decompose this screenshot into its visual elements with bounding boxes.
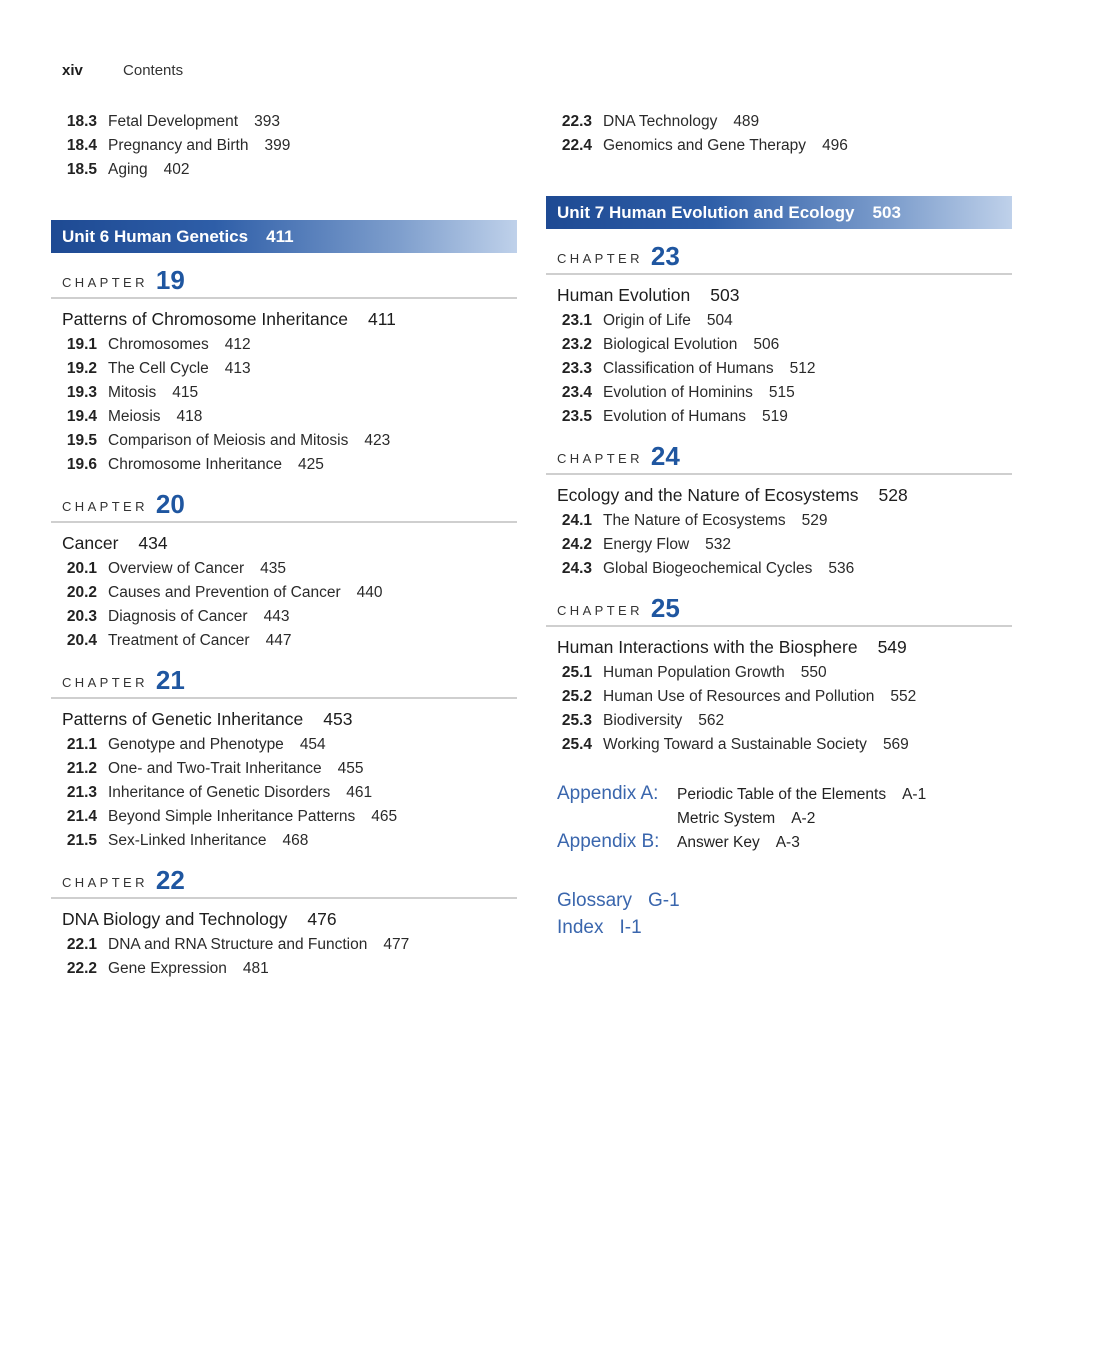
chapter-title[interactable]: Human Evolution 503 — [557, 284, 740, 305]
toc-section[interactable]: 19.1 Chromosomes 412 — [66, 336, 251, 353]
toc-section[interactable]: 19.6 Chromosome Inheritance 425 — [66, 456, 324, 473]
toc-section[interactable]: 20.4 Treatment of Cancer 447 — [66, 632, 292, 649]
appendix-item[interactable]: Metric System A-2 — [677, 810, 816, 827]
toc-section[interactable]: 23.4 Evolution of Hominins 515 — [561, 384, 795, 401]
chapter-number: 19 — [155, 265, 185, 295]
chapter-label: CHAPTER 24 — [546, 439, 1012, 475]
chapter-label: CHAPTER 23 — [546, 239, 1012, 275]
toc-section[interactable]: 20.3 Diagnosis of Cancer 443 — [66, 608, 290, 625]
unit-page: 503 — [872, 202, 901, 222]
page-folio: xiv — [62, 62, 83, 79]
toc-section[interactable]: 19.3 Mitosis 415 — [66, 384, 199, 401]
toc-section[interactable]: 23.2 Biological Evolution 506 — [561, 336, 780, 353]
toc-section[interactable]: 18.3 Fetal Development 393 — [66, 113, 280, 130]
toc-section[interactable]: 24.3 Global Biogeochemical Cycles 536 — [561, 560, 855, 577]
toc-section[interactable]: 20.2 Causes and Prevention of Cancer 440 — [66, 584, 383, 601]
chapter-label: CHAPTER 20 — [51, 487, 517, 523]
toc-section[interactable]: 25.1 Human Population Growth 550 — [561, 664, 827, 681]
chapter-label: CHAPTER 21 — [51, 663, 517, 699]
toc-section[interactable]: 21.1 Genotype and Phenotype 454 — [66, 736, 326, 753]
chapter-title[interactable]: Cancer 434 — [62, 532, 168, 553]
toc-section[interactable]: 21.3 Inheritance of Genetic Disorders 461 — [66, 784, 373, 801]
chapter-number: 22 — [155, 865, 185, 895]
toc-section[interactable]: 18.5 Aging 402 — [66, 161, 190, 178]
unit-banner[interactable] — [51, 220, 517, 253]
toc-section[interactable]: 24.2 Energy Flow 532 — [561, 536, 732, 553]
toc-section[interactable]: 20.1 Overview of Cancer 435 — [66, 560, 286, 577]
appendix-b — [546, 831, 1012, 855]
chapter-title[interactable]: Patterns of Genetic Inheritance 453 — [62, 708, 353, 729]
appendix-item[interactable]: Answer Key A-3 — [677, 834, 800, 851]
running-title: Contents — [123, 62, 184, 79]
unit-title: Unit 7 Human Evolution and Ecology — [557, 202, 855, 222]
chapter-number: 23 — [650, 241, 680, 271]
chapter-label: CHAPTER 22 — [51, 863, 517, 899]
chapter-title[interactable]: Human Interactions with the Biosphere 549 — [557, 636, 907, 657]
appendix-label[interactable]: Appendix A: — [557, 783, 659, 804]
chapter-title[interactable]: Patterns of Chromosome Inheritance 411 — [62, 308, 396, 329]
chapter-number: 24 — [650, 441, 680, 471]
toc-section[interactable]: 22.1 DNA and RNA Structure and Function 477 — [66, 936, 410, 953]
unit-page: 411 — [266, 226, 294, 246]
appendix-label[interactable]: Appendix B: — [557, 831, 660, 852]
left-column — [51, 110, 517, 981]
toc-section[interactable]: 19.5 Comparison of Meiosis and Mitosis 423 — [66, 432, 391, 449]
chapter-number: 21 — [155, 665, 185, 695]
toc-section[interactable]: 25.4 Working Toward a Sustainable Society 569 — [561, 736, 909, 753]
unit-title: Unit 6 Human Genetics — [62, 226, 249, 246]
toc-section[interactable]: 24.1 The Nature of Ecosystems 529 — [561, 512, 828, 529]
toc-section[interactable]: 21.4 Beyond Simple Inheritance Patterns 465 — [66, 808, 398, 825]
chapter-title[interactable]: DNA Biology and Technology 476 — [62, 908, 337, 929]
toc-section[interactable]: 19.2 The Cell Cycle 413 — [66, 360, 251, 377]
toc-section[interactable]: 18.4 Pregnancy and Birth 399 — [66, 137, 291, 154]
appendix-a — [546, 783, 1012, 831]
appendix-item[interactable]: Periodic Table of the Elements A-1 — [677, 786, 927, 803]
toc-section[interactable]: 22.2 Gene Expression 481 — [66, 960, 269, 977]
chapter-label: CHAPTER 19 — [51, 263, 517, 299]
index-link[interactable]: Index I-1 — [557, 916, 642, 938]
toc-section[interactable]: 25.3 Biodiversity 562 — [561, 712, 725, 729]
chapter-label: CHAPTER 25 — [546, 591, 1012, 627]
chapter-number: 25 — [650, 593, 680, 623]
right-column — [546, 110, 1012, 941]
toc-section[interactable]: 23.3 Classification of Humans 512 — [561, 360, 816, 377]
toc-section[interactable]: 25.2 Human Use of Resources and Pollution 552 — [561, 688, 917, 705]
toc-section[interactable]: 19.4 Meiosis 418 — [66, 408, 203, 425]
toc-section[interactable]: 23.1 Origin of Life 504 — [561, 312, 733, 329]
toc-section[interactable]: 21.2 One- and Two-Trait Inheritance 455 — [66, 760, 364, 777]
chapter-title[interactable]: Ecology and the Nature of Ecosystems 528 — [557, 484, 908, 505]
toc-section[interactable]: 22.3 DNA Technology 489 — [561, 113, 760, 130]
running-head — [62, 62, 183, 79]
glossary-link[interactable]: Glossary G-1 — [557, 889, 680, 911]
toc-section[interactable]: 21.5 Sex-Linked Inheritance 468 — [66, 832, 309, 849]
unit-banner[interactable] — [546, 196, 1012, 229]
toc-section[interactable]: 22.4 Genomics and Gene Therapy 496 — [561, 137, 848, 154]
chapter-number: 20 — [155, 489, 185, 519]
toc-section[interactable]: 23.5 Evolution of Humans 519 — [561, 408, 788, 425]
